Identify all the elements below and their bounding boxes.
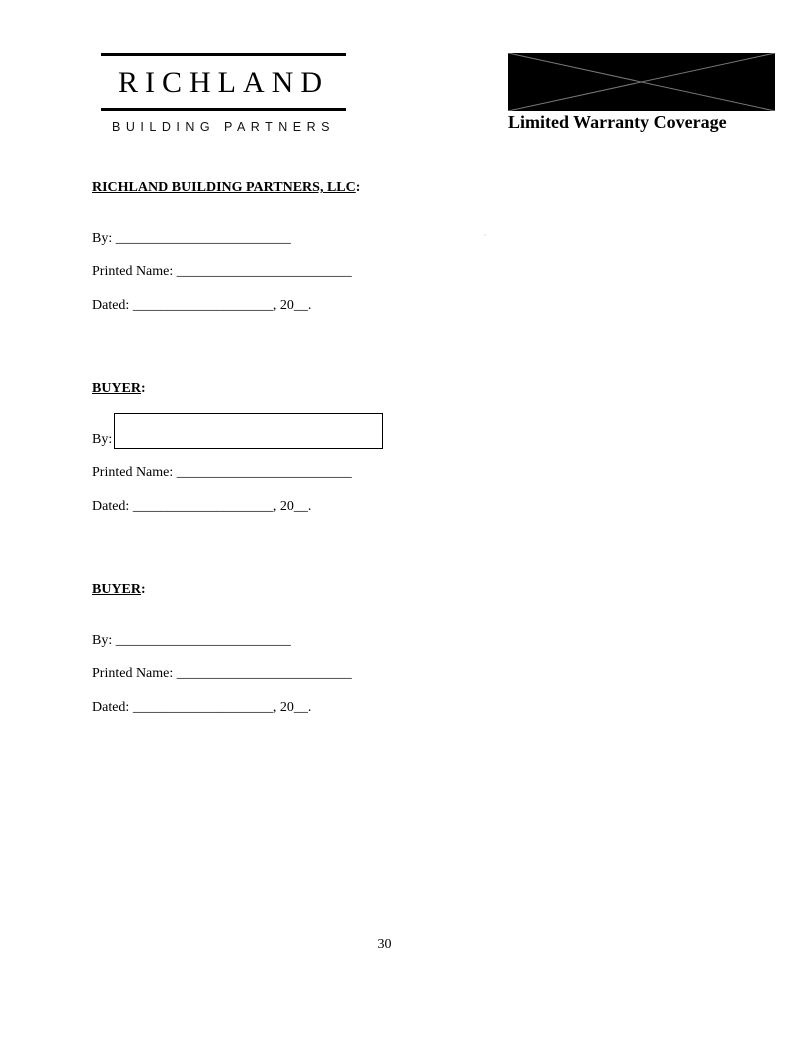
buyer-2-dated-line: Dated: ____________________, 20__. xyxy=(92,700,312,715)
buyer-2-heading-text: BUYER xyxy=(92,582,142,597)
image-placeholder-cross xyxy=(508,53,775,111)
logo-bottom-rule xyxy=(101,108,346,111)
logo-top-rule xyxy=(101,53,346,56)
heading-colon: : xyxy=(141,381,146,396)
speck xyxy=(484,234,486,236)
buyer-1-dated-line: Dated: ____________________, 20__. xyxy=(92,499,312,514)
logo-subtitle: BUILDING PARTNERS xyxy=(112,120,335,134)
seller-dated-line: Dated: ____________________, 20__. xyxy=(92,298,312,313)
buyer-1-signature-field[interactable] xyxy=(114,413,383,449)
buyer-2-by-line: By: _________________________ xyxy=(92,633,291,648)
seller-heading-text: RICHLAND BUILDING PARTNERS, LLC xyxy=(92,180,356,195)
heading-colon: : xyxy=(141,582,146,597)
buyer-2-printed-name-line: Printed Name: _________________________ xyxy=(92,666,352,681)
document-title: Limited Warranty Coverage xyxy=(508,112,727,132)
seller-by-line: By: _________________________ xyxy=(92,231,291,246)
richland-logo xyxy=(101,53,346,138)
buyer-2-heading xyxy=(92,581,146,599)
logo-name: RICHLAND xyxy=(118,66,329,99)
page-number: 30 xyxy=(377,937,392,952)
buyer-1-heading-text: BUYER xyxy=(92,381,142,396)
buyer-1-heading xyxy=(92,380,146,398)
buyer-1-printed-name-line: Printed Name: _________________________ xyxy=(92,465,352,480)
buyer-1-by-label: By: xyxy=(92,432,113,447)
image-placeholder xyxy=(508,53,775,111)
seller-heading xyxy=(92,179,360,197)
heading-colon: : xyxy=(355,180,361,195)
seller-printed-name-line: Printed Name: _________________________ xyxy=(92,264,352,279)
